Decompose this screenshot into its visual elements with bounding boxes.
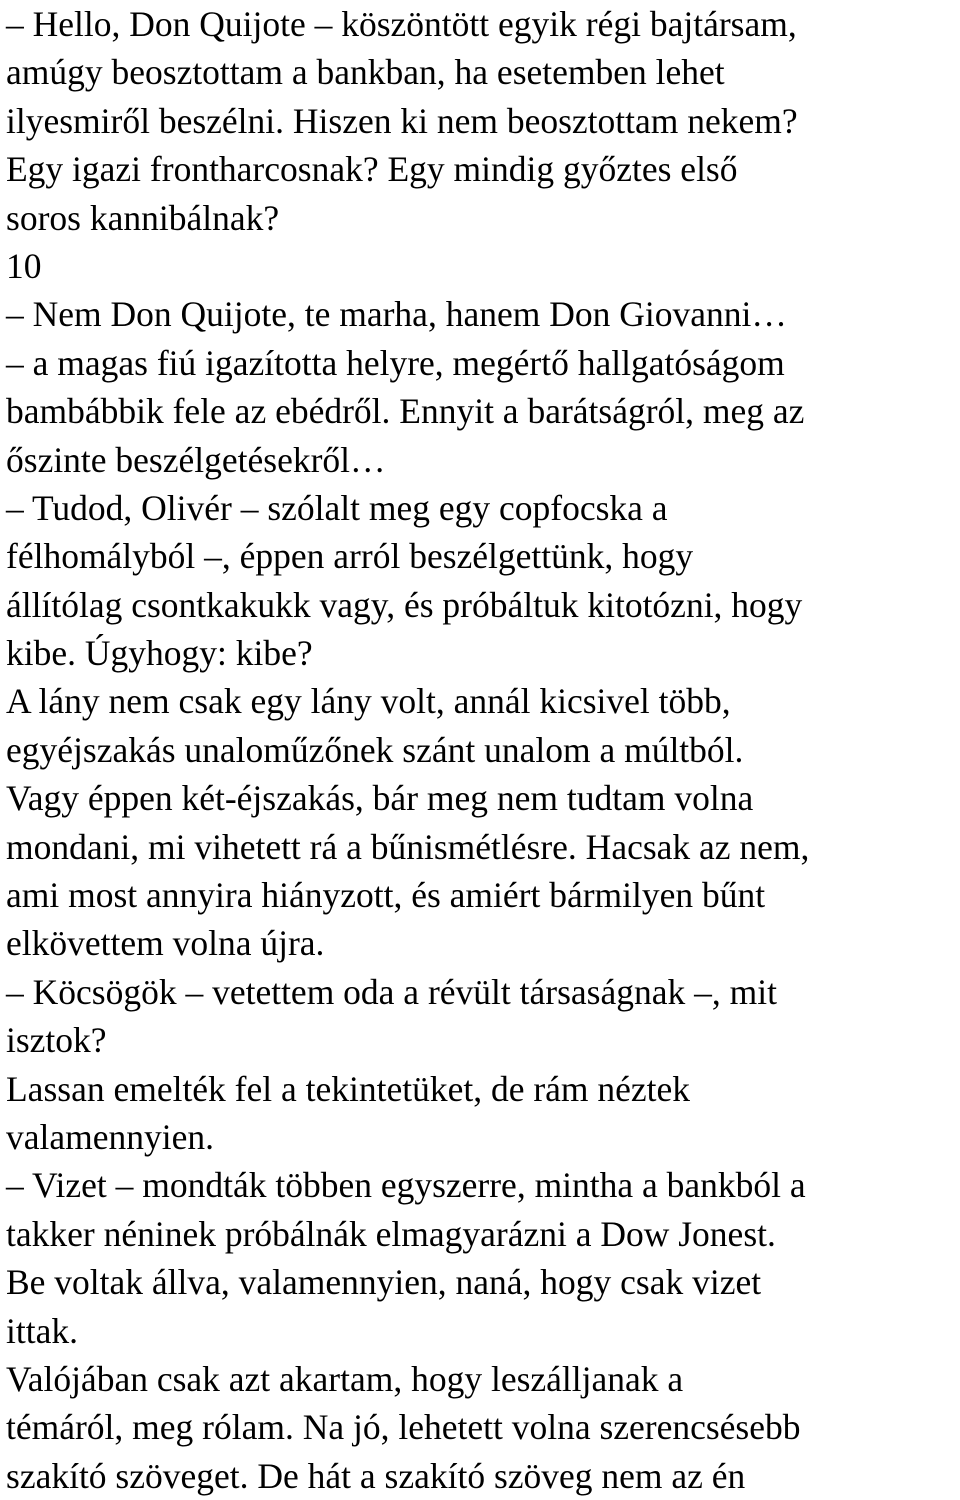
- text-line: ami most annyira hiányzott, és amiért bármilyen bűnt: [6, 875, 766, 916]
- text-line: Egy igazi frontharcosnak? Egy mindig győztes első: [6, 149, 738, 190]
- text-line: kibe. Úgyhogy: kibe?: [6, 633, 313, 674]
- text-line: soros kannibálnak?: [6, 197, 280, 238]
- text-line: ilyesmiről beszélni. Hiszen ki nem beosztottam nekem?: [6, 100, 798, 141]
- text-line: – a magas fiú igazította helyre, megértő hallgatóságom: [6, 342, 785, 383]
- text-line: Valójában csak azt akartam, hogy leszálljanak a: [6, 1358, 684, 1399]
- text-line: isztok?: [6, 1020, 107, 1061]
- document-page: [6, 0, 958, 1500]
- text-line: Lassan emelték fel a tekintetüket, de rám néztek: [6, 1068, 691, 1109]
- text-line: szakító szöveget. De hát a szakító szöveg nem az én: [6, 1455, 746, 1496]
- text-line: félhomályból –, éppen arról beszélgettünk, hogy: [6, 536, 694, 577]
- text-line: valamennyien.: [6, 1116, 214, 1157]
- text-line: – Köcsögök – vetettem oda a révült társaságnak –, mit: [6, 971, 777, 1012]
- text-line: Vagy éppen két-éjszakás, bár meg nem tudtam volna: [6, 778, 754, 819]
- text-line: állítólag csontkakukk vagy, és próbáltuk kitotózni, hogy: [6, 584, 803, 625]
- text-line: őszinte beszélgetésekről…: [6, 439, 386, 480]
- text-line: témáról, meg rólam. Na jó, lehetett volna szerencsésebb: [6, 1407, 801, 1448]
- text-line: Be voltak állva, valamennyien, naná, hogy csak vizet: [6, 1262, 762, 1303]
- text-line: mondani, mi vihetett rá a bűnismétlésre. Hacsak az nem,: [6, 826, 810, 867]
- text-line: – Vizet – mondták többen egyszerre, mintha a bankból a: [6, 1165, 806, 1206]
- text-line: – Nem Don Quijote, te marha, hanem Don Giovanni…: [6, 294, 787, 335]
- page-number: 10: [6, 245, 42, 286]
- text-line: – Tudod, Olivér – szólalt meg egy copfocska a: [6, 487, 668, 528]
- text-line: amúgy beosztottam a bankban, ha esetemben lehet: [6, 52, 725, 93]
- text-line: bambábbik fele az ebédről. Ennyit a barátságról, meg az: [6, 391, 805, 432]
- text-line: – Hello, Don Quijote – köszöntött egyik régi bajtársam,: [6, 4, 797, 44]
- text-line: elkövettem volna újra.: [6, 923, 325, 964]
- text-line: takker néninek próbálnák elmagyarázni a Dow Jonest.: [6, 1213, 776, 1254]
- text-line: A lány nem csak egy lány volt, annál kicsivel több,: [6, 681, 731, 722]
- text-line: ittak.: [6, 1310, 78, 1351]
- text-line: egyéjszakás unaloműzőnek szánt unalom a múltból.: [6, 729, 744, 770]
